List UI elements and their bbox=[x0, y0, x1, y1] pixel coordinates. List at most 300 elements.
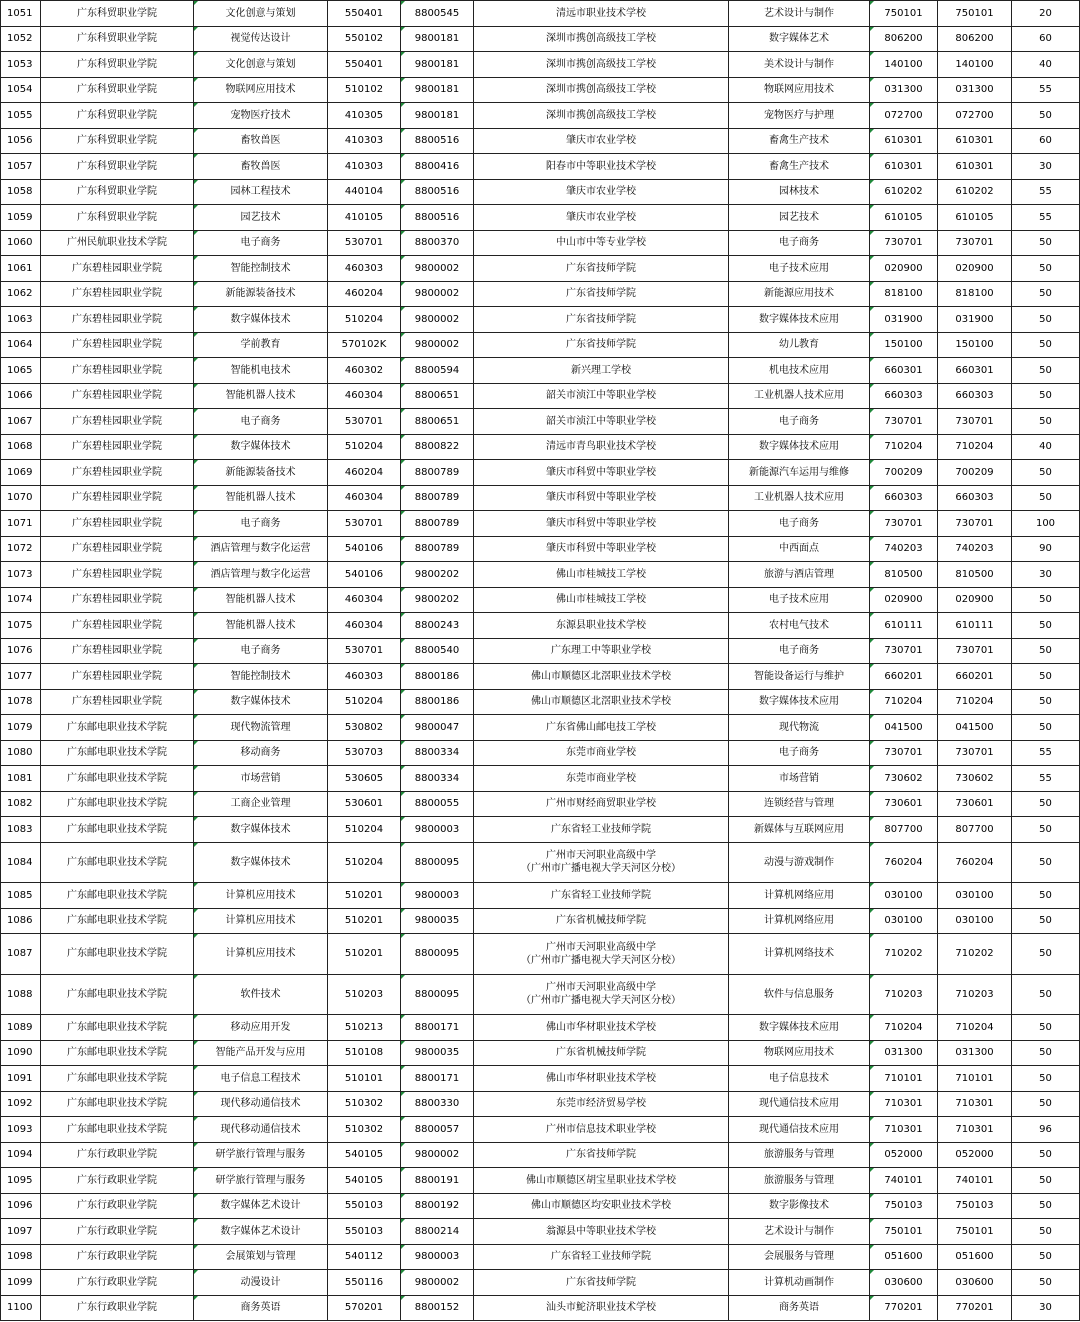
school-major-code-alt-cell: 020900 bbox=[938, 256, 1012, 282]
table-row bbox=[1, 664, 1080, 690]
school-major-code-cell: 710204 bbox=[870, 689, 938, 715]
college-major-cell: 智能机电技术 bbox=[194, 358, 328, 384]
table-row bbox=[1, 281, 1080, 307]
school-major-cell: 新媒体与互联网应用 bbox=[729, 817, 870, 843]
enrollment-quota-cell: 100 bbox=[1012, 511, 1080, 537]
table-row bbox=[1, 613, 1080, 639]
school-code-cell: 8800594 bbox=[401, 358, 474, 384]
table-row bbox=[1, 740, 1080, 766]
college-major-code-cell: 510204 bbox=[328, 434, 401, 460]
row-index-cell: 1094 bbox=[1, 1142, 41, 1168]
school-major-code-alt-cell: 730701 bbox=[938, 740, 1012, 766]
school-code-cell: 8800243 bbox=[401, 613, 474, 639]
school-major-cell: 畜禽生产技术 bbox=[729, 154, 870, 180]
school-major-cell: 旅游服务与管理 bbox=[729, 1168, 870, 1194]
row-index-cell: 1053 bbox=[1, 52, 41, 78]
college-name-cell: 广东碧桂园职业学院 bbox=[41, 307, 194, 333]
college-major-cell: 园林工程技术 bbox=[194, 179, 328, 205]
school-code-cell: 8800822 bbox=[401, 434, 474, 460]
college-major-code-cell: 550102 bbox=[328, 26, 401, 52]
college-major-code-cell: 550401 bbox=[328, 1, 401, 27]
row-index-cell: 1064 bbox=[1, 332, 41, 358]
table-row bbox=[1, 883, 1080, 909]
enrollment-quota-cell: 50 bbox=[1012, 664, 1080, 690]
school-major-code-cell: 710101 bbox=[870, 1066, 938, 1092]
school-code-cell: 8800334 bbox=[401, 740, 474, 766]
row-index-cell: 1088 bbox=[1, 974, 41, 1015]
school-major-code-alt-cell: 610111 bbox=[938, 613, 1012, 639]
enrollment-quota-cell: 30 bbox=[1012, 562, 1080, 588]
college-major-code-cell: 460304 bbox=[328, 587, 401, 613]
school-major-cell: 数字媒体技术应用 bbox=[729, 1015, 870, 1041]
school-code-cell: 8800516 bbox=[401, 205, 474, 231]
college-name-cell: 广东邮电职业技术学院 bbox=[41, 817, 194, 843]
table-row bbox=[1, 1, 1080, 27]
college-major-cell: 电子商务 bbox=[194, 409, 328, 435]
college-major-cell: 计算机应用技术 bbox=[194, 934, 328, 975]
enrollment-quota-cell: 50 bbox=[1012, 613, 1080, 639]
college-name-cell: 广东行政职业学院 bbox=[41, 1193, 194, 1219]
school-name-cell: 阳春市中等职业技术学校 bbox=[474, 154, 729, 180]
school-major-code-alt-cell: 660301 bbox=[938, 358, 1012, 384]
school-major-code-alt-cell: 810500 bbox=[938, 562, 1012, 588]
college-name-cell: 广东碧桂园职业学院 bbox=[41, 332, 194, 358]
college-name-cell: 广东邮电职业技术学院 bbox=[41, 766, 194, 792]
school-major-code-cell: 031300 bbox=[870, 1040, 938, 1066]
college-name-cell: 广东邮电职业技术学院 bbox=[41, 1040, 194, 1066]
school-code-cell: 9800035 bbox=[401, 908, 474, 934]
enrollment-quota-cell: 50 bbox=[1012, 1193, 1080, 1219]
college-major-cell: 商务英语 bbox=[194, 1295, 328, 1321]
college-major-code-cell: 460302 bbox=[328, 358, 401, 384]
college-major-cell: 智能机器人技术 bbox=[194, 383, 328, 409]
college-name-cell: 广东碧桂园职业学院 bbox=[41, 613, 194, 639]
school-major-code-cell: 610111 bbox=[870, 613, 938, 639]
table-row bbox=[1, 128, 1080, 154]
table-row bbox=[1, 689, 1080, 715]
school-major-code-alt-cell: 710301 bbox=[938, 1091, 1012, 1117]
table-row bbox=[1, 332, 1080, 358]
college-name-cell: 广东碧桂园职业学院 bbox=[41, 409, 194, 435]
college-name-cell: 广东碧桂园职业学院 bbox=[41, 281, 194, 307]
enrollment-quota-cell: 96 bbox=[1012, 1117, 1080, 1143]
college-name-cell: 广东碧桂园职业学院 bbox=[41, 587, 194, 613]
college-major-code-cell: 530701 bbox=[328, 409, 401, 435]
enrollment-quota-cell: 50 bbox=[1012, 715, 1080, 741]
table-row bbox=[1, 1270, 1080, 1296]
school-major-code-alt-cell: 660201 bbox=[938, 664, 1012, 690]
college-name-cell: 广东行政职业学院 bbox=[41, 1244, 194, 1270]
enrollment-quota-cell: 55 bbox=[1012, 205, 1080, 231]
school-code-cell: 8800186 bbox=[401, 664, 474, 690]
school-name-cell: 肇庆市农业学校 bbox=[474, 128, 729, 154]
school-major-code-alt-cell: 610301 bbox=[938, 154, 1012, 180]
table-row bbox=[1, 205, 1080, 231]
school-major-code-alt-cell: 150100 bbox=[938, 332, 1012, 358]
college-name-cell: 广东碧桂园职业学院 bbox=[41, 485, 194, 511]
college-major-code-cell: 410303 bbox=[328, 128, 401, 154]
school-major-cell: 工业机器人技术应用 bbox=[729, 383, 870, 409]
school-code-cell: 8800186 bbox=[401, 689, 474, 715]
enrollment-quota-cell: 50 bbox=[1012, 230, 1080, 256]
school-code-cell: 8800651 bbox=[401, 409, 474, 435]
college-major-code-cell: 550116 bbox=[328, 1270, 401, 1296]
school-major-code-alt-cell: 807700 bbox=[938, 817, 1012, 843]
school-code-cell: 8800057 bbox=[401, 1117, 474, 1143]
college-major-cell: 电子信息工程技术 bbox=[194, 1066, 328, 1092]
row-index-cell: 1082 bbox=[1, 791, 41, 817]
school-major-code-alt-cell: 710101 bbox=[938, 1066, 1012, 1092]
row-index-cell: 1086 bbox=[1, 908, 41, 934]
school-code-cell: 8800171 bbox=[401, 1015, 474, 1041]
school-major-code-alt-cell: 730701 bbox=[938, 638, 1012, 664]
school-major-code-alt-cell: 750101 bbox=[938, 1, 1012, 27]
table-row bbox=[1, 1295, 1080, 1321]
row-index-cell: 1058 bbox=[1, 179, 41, 205]
college-major-cell: 数字媒体艺术设计 bbox=[194, 1193, 328, 1219]
college-major-code-cell: 510204 bbox=[328, 307, 401, 333]
college-major-code-cell: 410305 bbox=[328, 103, 401, 129]
college-name-cell: 广东邮电职业技术学院 bbox=[41, 1015, 194, 1041]
college-name-cell: 广东科贸职业学院 bbox=[41, 179, 194, 205]
college-major-cell: 数字媒体技术 bbox=[194, 307, 328, 333]
row-index-cell: 1085 bbox=[1, 883, 41, 909]
college-name-cell: 广东行政职业学院 bbox=[41, 1219, 194, 1245]
college-major-code-cell: 540105 bbox=[328, 1168, 401, 1194]
college-major-cell: 电子商务 bbox=[194, 511, 328, 537]
table-row bbox=[1, 1142, 1080, 1168]
row-index-cell: 1080 bbox=[1, 740, 41, 766]
school-major-code-alt-cell: 052000 bbox=[938, 1142, 1012, 1168]
row-index-cell: 1075 bbox=[1, 613, 41, 639]
school-major-code-cell: 806200 bbox=[870, 26, 938, 52]
college-name-cell: 广东科贸职业学院 bbox=[41, 205, 194, 231]
row-index-cell: 1060 bbox=[1, 230, 41, 256]
enrollment-quota-cell: 50 bbox=[1012, 1219, 1080, 1245]
row-index-cell: 1061 bbox=[1, 256, 41, 282]
school-code-cell: 8800789 bbox=[401, 460, 474, 486]
enrollment-quota-cell: 40 bbox=[1012, 434, 1080, 460]
school-name-cell: 肇庆市农业学校 bbox=[474, 179, 729, 205]
college-major-cell: 智能控制技术 bbox=[194, 664, 328, 690]
school-major-cell: 电子商务 bbox=[729, 511, 870, 537]
school-major-code-cell: 740101 bbox=[870, 1168, 938, 1194]
college-major-cell: 移动应用开发 bbox=[194, 1015, 328, 1041]
school-name-cell: 佛山市华材职业技术学校 bbox=[474, 1066, 729, 1092]
table-body bbox=[1, 1, 1080, 1321]
school-code-cell: 8800334 bbox=[401, 766, 474, 792]
college-name-cell: 广东行政职业学院 bbox=[41, 1270, 194, 1296]
school-code-cell: 9800002 bbox=[401, 281, 474, 307]
school-major-code-cell: 020900 bbox=[870, 256, 938, 282]
table-row bbox=[1, 766, 1080, 792]
row-index-cell: 1065 bbox=[1, 358, 41, 384]
school-code-cell: 9800003 bbox=[401, 883, 474, 909]
college-name-cell: 广东行政职业学院 bbox=[41, 1168, 194, 1194]
enrollment-quota-cell: 50 bbox=[1012, 103, 1080, 129]
row-index-cell: 1062 bbox=[1, 281, 41, 307]
row-index-cell: 1090 bbox=[1, 1040, 41, 1066]
school-code-cell: 9800002 bbox=[401, 1142, 474, 1168]
row-index-cell: 1092 bbox=[1, 1091, 41, 1117]
college-name-cell: 广东邮电职业技术学院 bbox=[41, 883, 194, 909]
school-code-cell: 9800047 bbox=[401, 715, 474, 741]
college-major-cell: 园艺技术 bbox=[194, 205, 328, 231]
school-name-cell: 东莞市经济贸易学校 bbox=[474, 1091, 729, 1117]
college-name-cell: 广东碧桂园职业学院 bbox=[41, 383, 194, 409]
school-name-cell bbox=[474, 974, 729, 1015]
school-name-cell: 广东省机械技师学院 bbox=[474, 908, 729, 934]
school-major-code-cell: 710202 bbox=[870, 934, 938, 975]
enrollment-quota-cell: 30 bbox=[1012, 1295, 1080, 1321]
college-major-cell: 酒店管理与数字化运营 bbox=[194, 536, 328, 562]
college-major-cell: 数字媒体艺术设计 bbox=[194, 1219, 328, 1245]
college-name-cell: 广东碧桂园职业学院 bbox=[41, 664, 194, 690]
school-name-cell: 肇庆市科贸中等职业学校 bbox=[474, 485, 729, 511]
enrollment-quota-cell: 50 bbox=[1012, 1168, 1080, 1194]
school-code-cell: 8800152 bbox=[401, 1295, 474, 1321]
college-major-code-cell: 510204 bbox=[328, 842, 401, 883]
school-major-cell: 电子商务 bbox=[729, 409, 870, 435]
school-name-cell: 广东省轻工业技师学院 bbox=[474, 1244, 729, 1270]
enrollment-quota-cell: 50 bbox=[1012, 307, 1080, 333]
college-name-cell: 广东科贸职业学院 bbox=[41, 1, 194, 27]
school-code-cell: 9800181 bbox=[401, 26, 474, 52]
table-row bbox=[1, 485, 1080, 511]
school-major-code-cell: 610202 bbox=[870, 179, 938, 205]
college-major-code-cell: 510302 bbox=[328, 1117, 401, 1143]
school-major-code-cell: 030100 bbox=[870, 908, 938, 934]
row-index-cell: 1079 bbox=[1, 715, 41, 741]
school-major-code-alt-cell: 140100 bbox=[938, 52, 1012, 78]
enrollment-quota-cell: 50 bbox=[1012, 358, 1080, 384]
college-major-code-cell: 530703 bbox=[328, 740, 401, 766]
enrollment-quota-cell: 50 bbox=[1012, 974, 1080, 1015]
enrollment-quota-cell: 55 bbox=[1012, 179, 1080, 205]
school-major-cell: 艺术设计与制作 bbox=[729, 1219, 870, 1245]
school-code-cell: 8800651 bbox=[401, 383, 474, 409]
row-index-cell: 1096 bbox=[1, 1193, 41, 1219]
school-code-cell: 9800002 bbox=[401, 307, 474, 333]
school-major-code-cell: 030100 bbox=[870, 883, 938, 909]
school-code-cell: 9800002 bbox=[401, 256, 474, 282]
school-code-cell: 8800516 bbox=[401, 179, 474, 205]
college-major-code-cell: 510201 bbox=[328, 883, 401, 909]
school-major-code-alt-cell: 660303 bbox=[938, 485, 1012, 511]
school-code-cell: 8800095 bbox=[401, 842, 474, 883]
school-major-cell: 数字影像技术 bbox=[729, 1193, 870, 1219]
row-index-cell: 1095 bbox=[1, 1168, 41, 1194]
college-major-cell: 酒店管理与数字化运营 bbox=[194, 562, 328, 588]
row-index-cell: 1084 bbox=[1, 842, 41, 883]
row-index-cell: 1100 bbox=[1, 1295, 41, 1321]
school-major-code-alt-cell: 700209 bbox=[938, 460, 1012, 486]
school-name-cell: 广东省机械技师学院 bbox=[474, 1040, 729, 1066]
enrollment-quota-cell: 30 bbox=[1012, 154, 1080, 180]
school-name-cell: 广东省技师学院 bbox=[474, 307, 729, 333]
school-name-cell: 肇庆市科贸中等职业学校 bbox=[474, 460, 729, 486]
enrollment-quota-cell: 50 bbox=[1012, 1270, 1080, 1296]
school-major-code-alt-cell: 730602 bbox=[938, 766, 1012, 792]
row-index-cell: 1063 bbox=[1, 307, 41, 333]
school-major-cell: 数字媒体艺术 bbox=[729, 26, 870, 52]
enrollment-quota-cell: 50 bbox=[1012, 842, 1080, 883]
college-major-cell: 智能机器人技术 bbox=[194, 485, 328, 511]
college-major-code-cell: 510203 bbox=[328, 974, 401, 1015]
college-major-cell: 现代移动通信技术 bbox=[194, 1091, 328, 1117]
college-name-cell: 广东碧桂园职业学院 bbox=[41, 638, 194, 664]
school-name-cell: 肇庆市科贸中等职业学校 bbox=[474, 511, 729, 537]
school-name-cell: 佛山市顺德区北滘职业技术学校 bbox=[474, 664, 729, 690]
school-name-line: （广州市广播电视大学天河区分校） bbox=[521, 954, 681, 966]
school-major-code-cell: 031300 bbox=[870, 77, 938, 103]
school-major-code-cell: 750103 bbox=[870, 1193, 938, 1219]
college-major-cell: 新能源装备技术 bbox=[194, 460, 328, 486]
table-row bbox=[1, 715, 1080, 741]
school-major-code-cell: 660301 bbox=[870, 358, 938, 384]
college-major-code-cell: 510102 bbox=[328, 77, 401, 103]
college-major-cell: 动漫设计 bbox=[194, 1270, 328, 1296]
table-row bbox=[1, 638, 1080, 664]
row-index-cell: 1078 bbox=[1, 689, 41, 715]
school-major-cell: 计算机动画制作 bbox=[729, 1270, 870, 1296]
enrollment-quota-cell: 60 bbox=[1012, 26, 1080, 52]
school-major-code-cell: 730701 bbox=[870, 511, 938, 537]
college-major-code-cell: 570102K bbox=[328, 332, 401, 358]
row-index-cell: 1056 bbox=[1, 128, 41, 154]
school-major-cell: 物联网应用技术 bbox=[729, 1040, 870, 1066]
college-name-cell: 广东邮电职业技术学院 bbox=[41, 1091, 194, 1117]
school-major-code-alt-cell: 030100 bbox=[938, 883, 1012, 909]
college-major-code-cell: 460303 bbox=[328, 664, 401, 690]
enrollment-quota-cell: 50 bbox=[1012, 934, 1080, 975]
school-major-code-cell: 750101 bbox=[870, 1219, 938, 1245]
school-major-code-cell: 072700 bbox=[870, 103, 938, 129]
school-code-cell: 8800789 bbox=[401, 511, 474, 537]
school-major-code-cell: 710204 bbox=[870, 434, 938, 460]
enrollment-quota-cell: 50 bbox=[1012, 281, 1080, 307]
row-index-cell: 1089 bbox=[1, 1015, 41, 1041]
school-code-cell: 8800545 bbox=[401, 1, 474, 27]
school-name-cell: 广州市财经商贸职业学校 bbox=[474, 791, 729, 817]
school-code-cell: 8800540 bbox=[401, 638, 474, 664]
table-row bbox=[1, 562, 1080, 588]
row-index-cell: 1054 bbox=[1, 77, 41, 103]
table-row bbox=[1, 1117, 1080, 1143]
school-name-cell: 翁源县中等职业技术学校 bbox=[474, 1219, 729, 1245]
school-major-code-cell: 610301 bbox=[870, 128, 938, 154]
row-index-cell: 1076 bbox=[1, 638, 41, 664]
enrollment-quota-cell: 50 bbox=[1012, 256, 1080, 282]
school-major-cell: 智能设备运行与维护 bbox=[729, 664, 870, 690]
table-row bbox=[1, 1066, 1080, 1092]
table-row bbox=[1, 26, 1080, 52]
row-index-cell: 1074 bbox=[1, 587, 41, 613]
school-major-cell: 数字媒体技术应用 bbox=[729, 434, 870, 460]
enrollment-quota-cell: 50 bbox=[1012, 332, 1080, 358]
college-major-cell: 市场营销 bbox=[194, 766, 328, 792]
row-index-cell: 1097 bbox=[1, 1219, 41, 1245]
row-index-cell: 1083 bbox=[1, 817, 41, 843]
row-index-cell: 1057 bbox=[1, 154, 41, 180]
table-row bbox=[1, 154, 1080, 180]
enrollment-quota-cell: 50 bbox=[1012, 689, 1080, 715]
college-name-cell: 广东行政职业学院 bbox=[41, 1142, 194, 1168]
school-major-code-cell: 730701 bbox=[870, 409, 938, 435]
school-major-code-cell: 710301 bbox=[870, 1091, 938, 1117]
row-index-cell: 1091 bbox=[1, 1066, 41, 1092]
college-major-code-cell: 530605 bbox=[328, 766, 401, 792]
school-major-code-cell: 150100 bbox=[870, 332, 938, 358]
school-major-code-cell: 740203 bbox=[870, 536, 938, 562]
school-major-cell: 畜禽生产技术 bbox=[729, 128, 870, 154]
enrollment-quota-cell: 50 bbox=[1012, 638, 1080, 664]
college-name-cell: 广东碧桂园职业学院 bbox=[41, 689, 194, 715]
college-major-cell: 会展策划与管理 bbox=[194, 1244, 328, 1270]
table-row bbox=[1, 1091, 1080, 1117]
college-name-cell: 广东科贸职业学院 bbox=[41, 26, 194, 52]
school-major-code-alt-cell: 770201 bbox=[938, 1295, 1012, 1321]
college-major-code-cell: 460304 bbox=[328, 485, 401, 511]
school-major-code-alt-cell: 710204 bbox=[938, 1015, 1012, 1041]
school-name-line: 广州市天河职业高级中学 bbox=[546, 941, 656, 953]
college-major-code-cell: 530601 bbox=[328, 791, 401, 817]
enrollment-quota-cell: 50 bbox=[1012, 1142, 1080, 1168]
row-index-cell: 1069 bbox=[1, 460, 41, 486]
school-major-code-cell: 730701 bbox=[870, 230, 938, 256]
school-major-cell: 宠物医疗与护理 bbox=[729, 103, 870, 129]
school-major-cell: 美术设计与制作 bbox=[729, 52, 870, 78]
college-name-cell: 广东邮电职业技术学院 bbox=[41, 1117, 194, 1143]
school-major-cell: 软件与信息服务 bbox=[729, 974, 870, 1015]
enrollment-quota-cell: 50 bbox=[1012, 883, 1080, 909]
school-name-cell: 广东省技师学院 bbox=[474, 1142, 729, 1168]
school-major-cell: 数字媒体技术应用 bbox=[729, 307, 870, 333]
college-name-cell: 广东科贸职业学院 bbox=[41, 77, 194, 103]
school-major-code-alt-cell: 806200 bbox=[938, 26, 1012, 52]
table-row bbox=[1, 409, 1080, 435]
college-name-cell: 广州民航职业技术学院 bbox=[41, 230, 194, 256]
table-row bbox=[1, 791, 1080, 817]
school-major-code-alt-cell: 610301 bbox=[938, 128, 1012, 154]
school-name-cell: 广东省技师学院 bbox=[474, 332, 729, 358]
table-row bbox=[1, 1040, 1080, 1066]
row-index-cell: 1071 bbox=[1, 511, 41, 537]
school-name-cell: 韶关市浈江中等职业学校 bbox=[474, 383, 729, 409]
school-major-cell: 商务英语 bbox=[729, 1295, 870, 1321]
college-major-cell: 学前教育 bbox=[194, 332, 328, 358]
college-name-cell: 广东碧桂园职业学院 bbox=[41, 536, 194, 562]
school-name-cell: 东莞市商业学校 bbox=[474, 740, 729, 766]
school-major-code-alt-cell: 031300 bbox=[938, 1040, 1012, 1066]
school-major-cell: 现代通信技术应用 bbox=[729, 1091, 870, 1117]
school-major-cell: 旅游与酒店管理 bbox=[729, 562, 870, 588]
school-code-cell: 8800789 bbox=[401, 536, 474, 562]
school-name-cell: 广东理工中等职业学校 bbox=[474, 638, 729, 664]
school-major-cell: 农村电气技术 bbox=[729, 613, 870, 639]
college-major-cell: 智能控制技术 bbox=[194, 256, 328, 282]
row-index-cell: 1093 bbox=[1, 1117, 41, 1143]
school-code-cell: 9800003 bbox=[401, 1244, 474, 1270]
table-row bbox=[1, 1193, 1080, 1219]
row-index-cell: 1099 bbox=[1, 1270, 41, 1296]
school-major-code-alt-cell: 730701 bbox=[938, 511, 1012, 537]
college-name-cell: 广东科贸职业学院 bbox=[41, 103, 194, 129]
school-name-cell: 广东省佛山邮电技工学校 bbox=[474, 715, 729, 741]
school-major-code-alt-cell: 750101 bbox=[938, 1219, 1012, 1245]
college-major-code-cell: 540106 bbox=[328, 562, 401, 588]
school-code-cell: 8800095 bbox=[401, 974, 474, 1015]
